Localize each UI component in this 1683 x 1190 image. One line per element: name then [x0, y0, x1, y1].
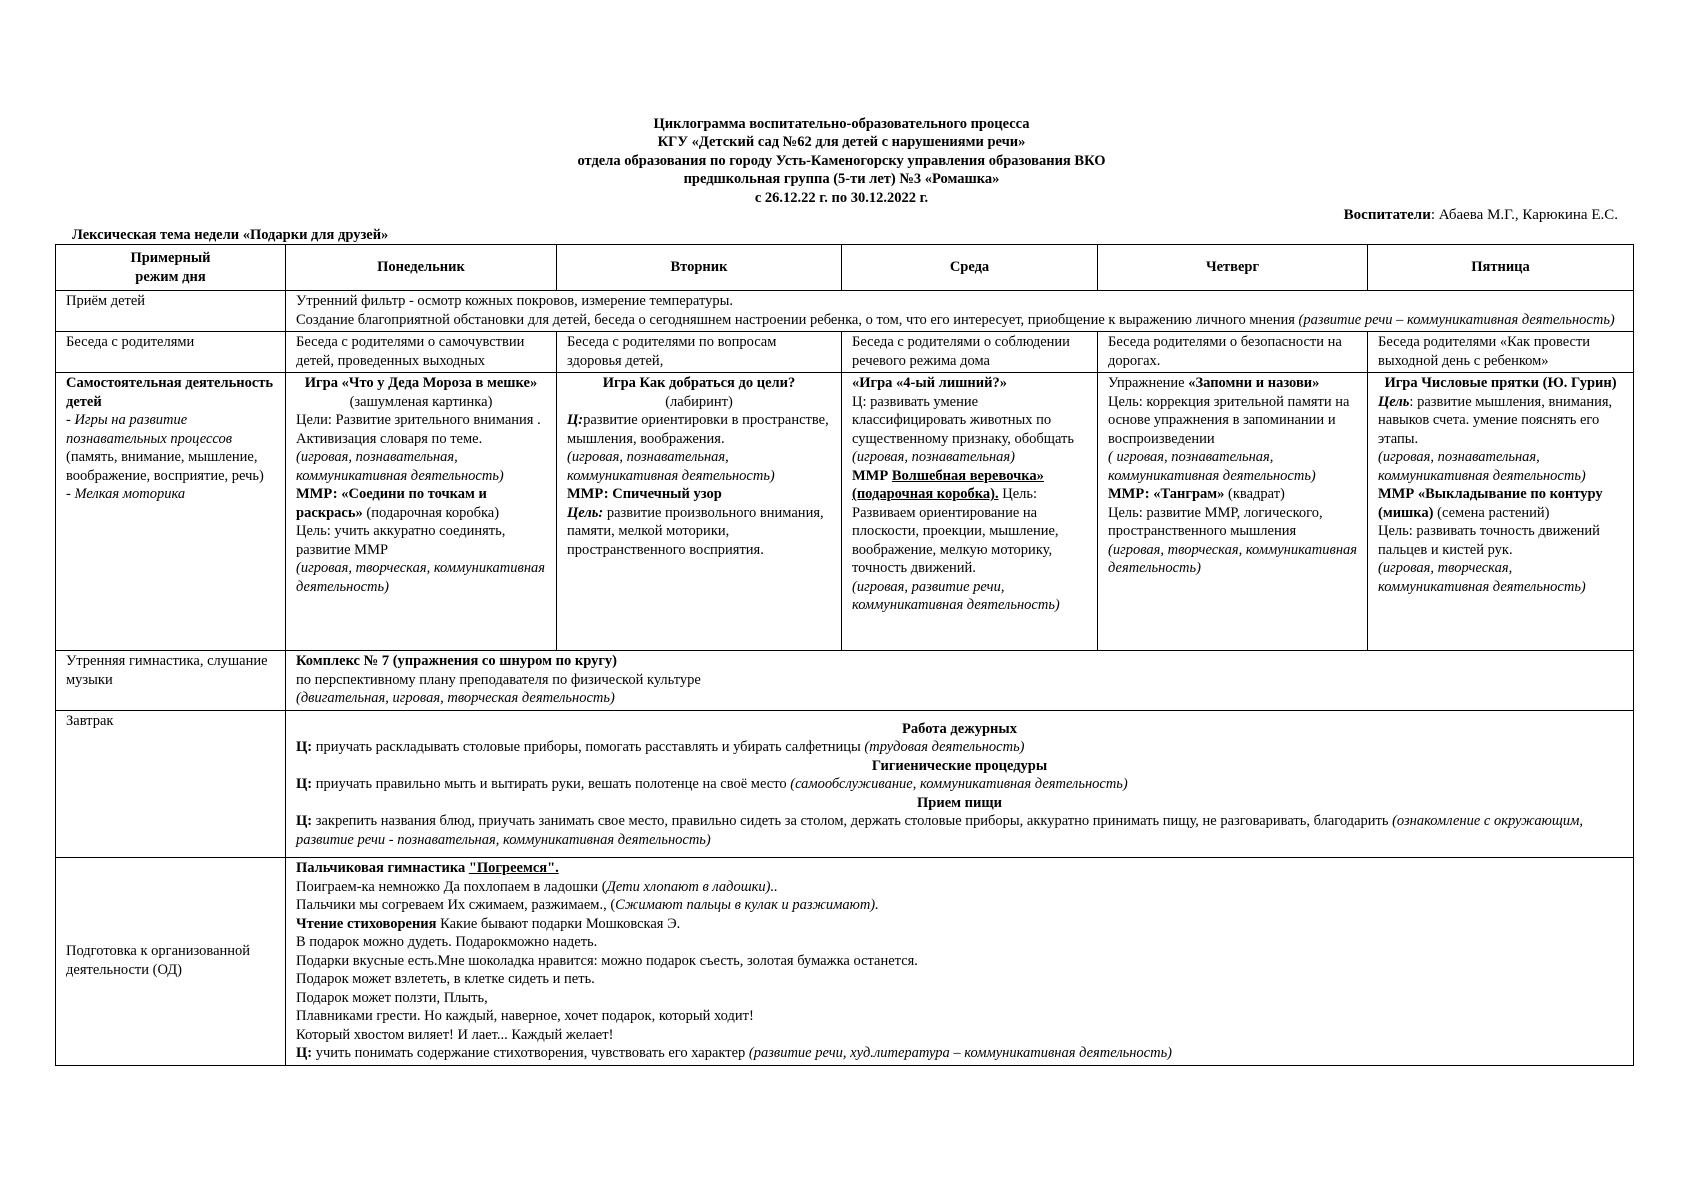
fri-mmr-note: (семена растений) — [1433, 504, 1550, 521]
mon-mmr-note: (подарочная коробка) — [362, 504, 500, 521]
breakfast-heading-duty: Работа дежурных — [902, 720, 1017, 737]
header-regime-line2: режим дня — [135, 268, 206, 285]
thu-goal: Цель: коррекция зрительной памяти на основе упражнения в запоминании и воспроизведении — [1108, 393, 1350, 447]
mon-mmr-goal: Цель: учить аккуратно соединять, развитие ММР — [296, 523, 506, 558]
prep-l8: Плавниками грести. Но каждый, наверное, хочет подарок, который ходит! — [296, 1008, 754, 1024]
breakfast-p1-label: Ц: — [296, 739, 313, 755]
mon-mmr-types: (игровая, творческая, коммуникативная деятельность) — [296, 560, 545, 595]
reception-content — [286, 291, 1634, 332]
breakfast-p1: приучать раскладывать столовые приборы, помогать расставлять и убирать салфетницы — [312, 739, 865, 755]
table-row — [56, 651, 1634, 711]
thu-mmr-title: ММР: «Танграм» — [1108, 486, 1225, 502]
prep-l3-bold: Чтение стиховорения — [296, 915, 437, 932]
header-wednesday: Среда — [842, 245, 1098, 291]
header-department: отдела образования по городу Усть-Каменогорску управления образования ВКО — [577, 152, 1106, 169]
thu-game-prefix: Упражнение — [1108, 375, 1189, 391]
tue-goal-label: Ц: — [567, 412, 584, 428]
table-row — [56, 332, 1634, 373]
breakfast-heading-meal: Прием пищи — [917, 794, 1002, 811]
breakfast-p2-label: Ц: — [296, 776, 313, 792]
educators-label: Воспитатели — [1343, 207, 1431, 223]
table-row — [56, 710, 1634, 858]
independent-wednesday — [842, 373, 1098, 651]
preparation-content — [286, 858, 1634, 1066]
independent-label: Самостоятельная деятельность детей — [66, 375, 274, 410]
tue-mmr-goal: развитие произвольного внимания, памяти, мелкой моторики, пространственного восприятия. — [567, 504, 824, 558]
row-label-reception: Приём детей — [56, 291, 286, 332]
thu-game-title: «Запомни и назови» — [1188, 375, 1320, 391]
thu-mmr-types: (игровая, творческая, коммуникативная деятельность) — [1108, 541, 1357, 576]
breakfast-p1-activity: (трудовая деятельность) — [864, 739, 1025, 755]
reception-line2-activity: (развитие речи – коммуникативная деятельность) — [1298, 311, 1615, 328]
gymnastics-content — [286, 651, 1634, 711]
independent-thursday — [1098, 373, 1368, 651]
tue-mmr-goal-label: Цель: — [567, 504, 604, 521]
header-title: Циклограмма воспитательно-образовательного процесса — [653, 116, 1030, 132]
mon-goal: Цели: Развитие зрительного внимания . Активизация словаря по теме. — [296, 412, 541, 447]
parents-friday: Беседа родителями «Как провести выходной день с ребенком» — [1368, 332, 1634, 373]
breakfast-p3-activity: (ознакомление с окружающим, развитие речи - познавательная, коммуникативная деятельность) — [296, 813, 1583, 848]
row-label-gymnastics: Утренняя гимнастика, слушание музыки — [56, 651, 286, 711]
educators — [1344, 206, 1618, 225]
mon-game-title: Игра «Что у Деда Мороза в мешке» — [304, 375, 538, 391]
row-label-preparation: Подготовка к организованной деятельности (ОД) — [56, 858, 286, 1066]
prep-l5: Подарки вкусные есть.Мне шоколадка нравится: можно подарок съесть, золотая бумажка останется. — [296, 952, 918, 969]
header-institution: КГУ «Детский сад №62 для детей с нарушениями речи» — [657, 134, 1026, 151]
prep-l1: Поиграем-ка немножко Да похлопаем в ладошки ( — [296, 878, 607, 895]
thu-types: ( игровая, познавательная, коммуникативная деятельность) — [1108, 449, 1316, 484]
schedule-table — [55, 244, 1634, 1066]
gymnastics-types: (двигательная, игровая, творческая деятельность) — [296, 690, 615, 706]
independent-friday — [1368, 373, 1634, 651]
independent-tuesday — [557, 373, 842, 651]
independent-sub1-plain: (память, внимание, мышление, воображение, восприятие, речь) — [66, 449, 264, 484]
table-header-row — [56, 245, 1634, 291]
wed-goal: Ц: развивать умение классифицировать животных по существенному признаку, обобщать — [852, 393, 1074, 447]
educators-names: : Абаева М.Г., Карюкина Е.С. — [1430, 207, 1618, 223]
mon-mmr-title: ММР: «Соедини по точкам и раскрась» — [296, 486, 487, 521]
header-friday: Пятница — [1368, 245, 1634, 291]
parents-monday: Беседа с родителями о самочувствии детей, проведенных выходных — [286, 332, 557, 373]
prep-l1-italic: Дети хлопают в ладошки).. — [606, 878, 778, 895]
reception-line1: Утренний фильтр - осмотр кожных покровов, измерение температуры. — [296, 293, 733, 309]
parents-thursday: Беседа родителями о безопасности на дорогах. — [1098, 332, 1368, 373]
tue-game-note: (лабиринт) — [665, 393, 733, 410]
header-group: предшкольная группа (5-ти лет) №3 «Ромашка» — [683, 171, 1000, 188]
header-regime — [56, 245, 286, 291]
prep-l2-italic: Сжимают пальцы в кулак и разжимают). — [615, 897, 879, 913]
fri-mmr-types: (игровая, творческая, коммуникативная деятельность) — [1378, 560, 1586, 595]
wed-mmr-name: Волшебная веревочка» (подарочная коробка). — [852, 467, 1044, 502]
tue-types: (игровая, познавательная, коммуникативная деятельность) — [567, 449, 775, 484]
table-row — [56, 291, 1634, 332]
wed-mmr-goal: Цель: Развиваем ориентирование на плоскости, проекции, мышление, воображение, мелкую моторику, точность движений. — [852, 486, 1059, 576]
wed-mmr-types: (игровая, развитие речи, коммуникативная деятельность) — [852, 578, 1060, 613]
lexical-topic: Лексическая тема недели «Подарки для друзей» — [72, 227, 389, 243]
fri-goal-label: Цель — [1378, 393, 1410, 410]
prep-title-name: "Погреемся". — [468, 860, 559, 876]
row-label-independent — [56, 373, 286, 651]
breakfast-p2: приучать правильно мыть и вытирать руки, вешать полотенце на своё место — [312, 776, 791, 792]
header-thursday: Четверг — [1098, 245, 1368, 291]
prep-l10-label: Ц: — [296, 1045, 313, 1061]
prep-title: Пальчиковая гимнастика — [296, 860, 469, 876]
document-header — [0, 115, 1683, 207]
header-tuesday: Вторник — [557, 245, 842, 291]
tue-mmr-title: ММР: Спичечный узор — [567, 486, 722, 502]
breakfast-p3: закрепить названия блюд, приучать занимать свое место, правильно сидеть за столом, держать столовые приборы, аккуратно принимать пищу, не разговаривать, благодарить — [312, 813, 1393, 829]
prep-l10-activity: (развитие речи, худ.литература – коммуникативная деятельность) — [748, 1045, 1173, 1061]
mon-types: (игровая, познавательная, коммуникативная деятельность) — [296, 449, 504, 484]
gymnastics-plan: по перспективному плану преподавателя по физической культуре — [296, 671, 701, 688]
independent-sub2: - Мелкая моторика — [66, 486, 186, 502]
fri-goal: : развитие мышления, внимания, навыков счета. умение пояснять его этапы. — [1378, 393, 1613, 447]
header-regime-line1: Примерный — [130, 250, 211, 266]
fri-mmr-goal: Цель: развивать точность движений пальцев и кистей рук. — [1378, 523, 1600, 558]
gymnastics-complex: Комплекс № 7 (упражнения со шнуром по кругу) — [296, 653, 617, 669]
fri-mmr-title: ММР «Выкладывание по контуру (мишка) — [1378, 486, 1603, 521]
prep-l6: Подарок может взлететь, в клетке сидеть и петь. — [296, 971, 595, 987]
breakfast-content — [286, 710, 1634, 858]
thu-mmr-goal: Цель: развитие ММР, логического, пространственного мышления — [1108, 504, 1323, 539]
row-label-breakfast: Завтрак — [56, 710, 286, 858]
parents-wednesday: Беседа с родителями о соблюдении речевого режима дома — [842, 332, 1098, 373]
prep-l9: Который хвостом виляет! И лает... Каждый желает! — [296, 1026, 614, 1043]
tue-game-title: Игра Как добраться до цели? — [602, 375, 796, 391]
fri-types: (игровая, познавательная, коммуникативная деятельность) — [1378, 449, 1586, 484]
fri-game-title: Игра Числовые прятки (Ю. Гурин) — [1384, 375, 1617, 391]
header-dates: с 26.12.22 г. по 30.12.2022 г. — [754, 189, 929, 206]
wed-types: (игровая, познавательная) — [852, 449, 1016, 465]
breakfast-heading-hygiene: Гигиенические процедуры — [871, 757, 1048, 774]
thu-mmr-note: (квадрат) — [1224, 486, 1285, 502]
table-row — [56, 373, 1634, 651]
mon-game-note: (зашумленая картинка) — [349, 393, 493, 410]
table-row — [56, 858, 1634, 1066]
prep-l7: Подарок может ползти, Плыть, — [296, 989, 488, 1006]
prep-l2: Пальчики мы согреваем Их сжимаем, разжимаем., ( — [296, 897, 616, 913]
row-label-parents: Беседа с родителями — [56, 332, 286, 373]
tue-goal: развитие ориентировки в пространстве, мышления, воображения. — [567, 412, 829, 447]
reception-line2: Создание благоприятной обстановки для детей, беседа о сегодняшнем настроении ребенка, о том, что его интересует, приобщение к выражению личного мнения — [296, 311, 1299, 328]
prep-l3: Какие бывают подарки Мошковская Э. — [436, 915, 681, 932]
prep-l10: учить понимать содержание стихотворения, чувствовать его характер — [312, 1045, 749, 1061]
breakfast-p2-activity: (самообслуживание, коммуникативная деятельность) — [790, 776, 1128, 792]
prep-l4: В подарок можно дудеть. Подарокможно надеть. — [296, 934, 598, 950]
header-monday: Понедельник — [286, 245, 557, 291]
breakfast-p3-label: Ц: — [296, 813, 313, 829]
wed-game-title: «Игра «4-ый лишний?» — [852, 375, 1007, 391]
independent-sub1: - Игры на развитие познавательных процессов — [66, 412, 233, 447]
wed-mmr-title: ММР — [852, 467, 892, 484]
independent-monday — [286, 373, 557, 651]
parents-tuesday: Беседа с родителями по вопросам здоровья детей, — [557, 332, 842, 373]
